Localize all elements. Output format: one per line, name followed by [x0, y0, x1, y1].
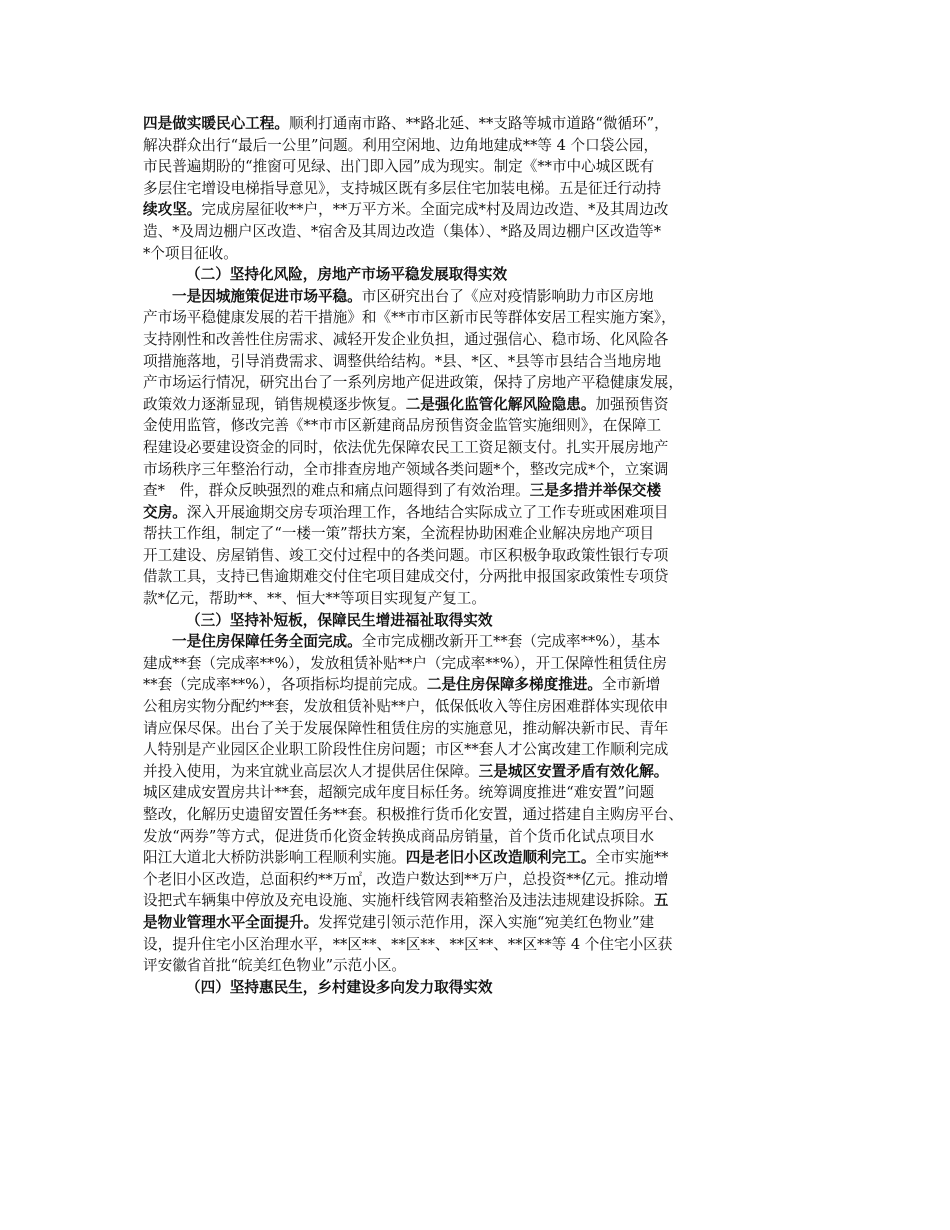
p2-line-6: 政策效力逐渐显现，销售规模逐步恢复。二是强化监管化解风险隐患。加强预售资	[143, 395, 669, 413]
p3-line-14: 是物业管理水平全面提升。发挥党建引领示范作用，深入实施“宛美红色物业”建	[143, 913, 655, 931]
p3-line-13: 设把式车辆集中停放及充电设施、实施杆线管网表箱整治及违法违规建设拆除。五	[143, 892, 669, 910]
p2-line-12: 帮扶工作组，制定了“一楼一策”帮扶方案，全流程协助困难企业解决房地产项目	[143, 525, 655, 543]
p3-line-3: **套（完成率**%），各项指标均提前完成。二是住房保障多梯度推进。全市新增	[143, 676, 661, 694]
p1-line-2: 解决群众出行“最后一公里”问题。利用空闲地、边角地建成**等 4 个口袋公园，	[143, 136, 659, 154]
bold-lead: 二是住房保障多梯度推进。	[426, 676, 602, 694]
p3-line-6: 人特别是产业园区企业职工阶段性住房问题；市区**套人才公寓改建工作顺利完成	[143, 741, 669, 759]
p2-line-11: 交房。深入开展逾期交房专项治理工作，各地结合实际成立了工作专班或困难项目	[143, 503, 669, 521]
bold-lead: 四是老旧小区改造顺利完工。	[405, 849, 596, 867]
p3-line-7: 并投入使用，为来宜就业高层次人才提供居住保障。三是城区安置矛盾有效化解。	[143, 762, 669, 780]
p3-line-16: 评安徽省首批“皖美红色物业”示范小区。	[143, 957, 407, 975]
p3-line-11: 阳江大道北大桥防洪影响工程顺利实施。四是老旧小区改造顺利完工。全市实施**	[143, 849, 669, 867]
bold-lead: 三是多措并举保交楼	[529, 482, 662, 500]
p2-line-3: 支持刚性和改善性住房需求、减轻开发企业负担，通过强信心、稳市场、化风险各	[143, 330, 669, 348]
p1-line-4: 多层住宅增设电梯指导意见》，支持城区既有多层住宅加装电梯。五是征迁行动持	[143, 179, 662, 197]
p3-line-10: 发放“两券”等方式，促进货币化资金转换成商品房销量，首个货币化试点项目水	[143, 827, 655, 845]
p2-line-2: 产市场平稳健康发展的若干措施》和《**市市区新市民等群体安居工程实施方案》，	[143, 309, 676, 327]
p2-line-13: 开工建设、房屋销售、竣工交付过程中的各类问题。市区积极争取政策性银行专项	[143, 546, 669, 564]
p2-line-8: 程建设必要建设资金的同时，依法优先保障农民工工资足额支付。扎实开展房地产	[143, 438, 669, 456]
bold-lead: 一是因城施策促进市场平稳。	[172, 287, 362, 305]
p3-line-1: 一是住房保障任务全面完成。全市完成棚改新开工**套（完成率**%），基本	[172, 633, 661, 651]
p1-line-7: *个项目征收。	[143, 244, 238, 262]
p2-line-1: 一是因城施策促进市场平稳。市区研究出台了《应对疫情影响助力市区房地	[172, 287, 654, 305]
p1-line-5: 续攻坚。完成房屋征收**户，**万平方米。全面完成*村及周边改造、*及其周边改	[143, 201, 669, 219]
bold-lead: 是物业管理水平全面提升。	[143, 913, 319, 931]
bold-lead: 一是住房保障任务全面完成。	[172, 633, 362, 651]
section-heading-2: （二）坚持化风险，房地产市场平稳发展取得实效	[186, 266, 508, 284]
p3-line-5: 请应保尽保。出台了关于发展保障性租赁住房的实施意见，推动解决新市民、青年	[143, 719, 669, 737]
p2-line-9: 市场秩序三年整治行动，全市排查房地产领域各类问题*个，整改完成*个，立案调	[143, 460, 669, 478]
section-heading-4: （四）坚持惠民生，乡村建设多向发力取得实效	[186, 978, 493, 996]
document-page	[143, 113, 833, 998]
p3-line-4: 公租房实物分配约**套，发放租赁补贴**户，低保低收入等住房困难群体实现依申	[143, 698, 669, 716]
p2-line-4: 项措施落地，引导消费需求、调整供给结构。*县、*区、*县等市县结合当地房地	[143, 352, 662, 370]
p2-line-14: 借款工具，支持已售逾期难交付住宅项目建成交付，分两批申报国家政策性专项贷	[143, 568, 669, 586]
p3-line-2: 建成**套（完成率**%），发放租赁补贴**户（完成率**%），开工保障性租赁住房	[143, 654, 667, 672]
p1-line-1: 四是做实暖民心工程。顺利打通南市路、**路北延、**支路等城市道路“微循环”，	[143, 115, 669, 132]
p2-line-5: 产市场运行情况，研究出台了一系列房地产促进政策，保持了房地产平稳健康发展，	[143, 374, 683, 392]
section-heading-3: （三）坚持补短板，保障民生增进福祉取得实效	[186, 611, 493, 629]
bold-lead: 交房。	[143, 503, 187, 521]
p3-line-12: 个老旧小区改造，总面积约**万㎡，改造户数达到**万户，总投资**亿元。推动增	[143, 870, 669, 888]
p3-line-15: 设，提升住宅小区治理水平，**区**、**区**、**区**、**区**等 4 个住宅小区获	[143, 935, 673, 953]
p1-line-6: 造、*及周边棚户区改造、*宿舍及其周边改造（集体）、*路及周边棚户区改造等*	[143, 222, 662, 240]
p2-line-15: 款*亿元，帮助**、**、恒大**等项目实现复产复工。	[143, 590, 486, 608]
p3-line-9: 整改，化解历史遗留安置任务**套。积极推行货币化安置，通过搭建自主购房平台、	[143, 806, 683, 823]
bold-lead: 续攻坚。	[143, 201, 202, 219]
p1-line-3: 市民普遍期盼的“推窗可见绿、出门即入园”成为现实。制定《**市中心城区既有	[143, 158, 655, 176]
bold-lead: 二是强化监管化解风险隐患。	[405, 395, 596, 413]
p2-line-7: 金使用监管，修改完善《**市市区新建商品房预售资金监管实施细则》，在保障工	[143, 417, 662, 435]
p3-line-8: 城区建成安置房共计**套，超额完成年度目标任务。统筹调度推进“难安置”问题	[143, 784, 655, 802]
bold-lead: 四是做实暖民心工程。	[143, 115, 289, 132]
bold-lead: 三是城区安置矛盾有效化解。	[478, 762, 669, 780]
bold-lead: 五	[653, 892, 669, 910]
p2-line-10: 查* 件，群众反映强烈的难点和痛点问题得到了有效治理。三是多措并举保交楼	[143, 482, 662, 500]
